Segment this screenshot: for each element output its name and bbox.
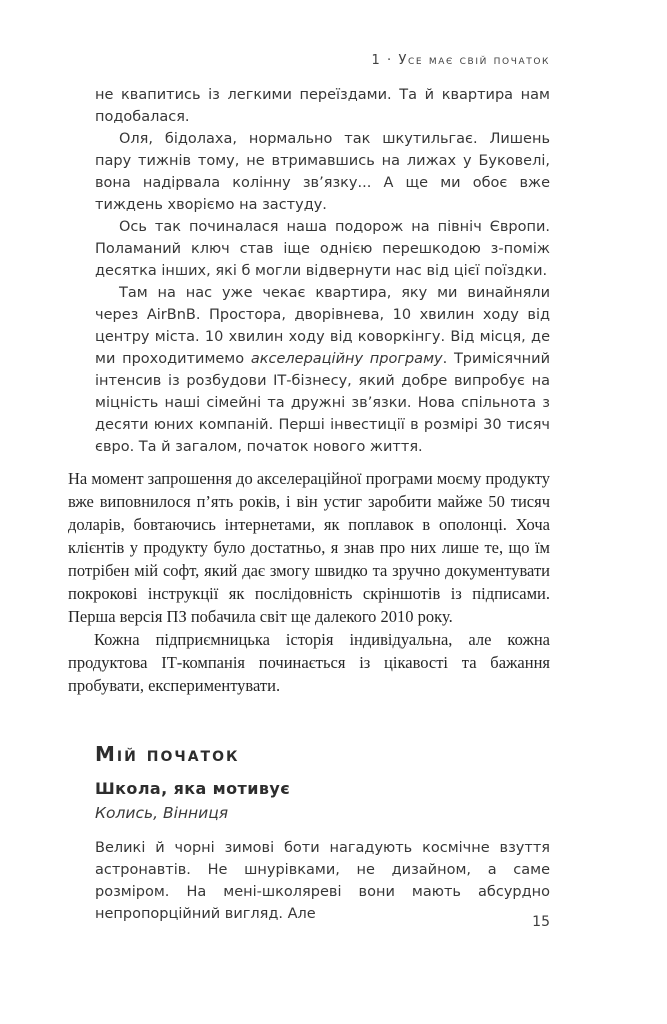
diary-paragraph — [95, 282, 550, 458]
narration-block — [68, 467, 550, 697]
page-number: 15 — [532, 914, 550, 930]
diary-paragraph: Оля, бідолаха, нормально так шкутильгає. Лишень пару тижнів тому, не втримавшись на лижах у Буковелі, вона надірвала колінну зв’язку... А ще ми обоє вже тиждень хворіємо на застуду. — [95, 131, 550, 213]
diary-paragraph: не квапитись із легкими переїздами. Та й квартира нам подобалася. — [95, 87, 550, 125]
body-paragraph: Великі й чорні зимові боти нагадують космічне взуття астронавтів. Не шнурівками, не дизайном, а саме розміром. На мені-школяреві вони мають абсурдно непропорційний вигляд. Але — [95, 840, 550, 922]
diary-paragraph: Ось так починалася наша подорож на північ Європи. Поламаний ключ став іще однією перешкодою з-поміж десятка інших, які б могли відвернути нас від цієї поїздки. — [95, 219, 550, 279]
section-subtitle: Школа, яка мотивує — [95, 779, 291, 798]
section-dateline: Колись, Вінниця — [95, 804, 229, 822]
running-header: 1 · Усе має свій початок — [371, 53, 550, 68]
diary-block — [95, 84, 550, 458]
emphasis-phrase: акселераційну програму — [250, 351, 443, 367]
diary-paragraph-text: Там на нас уже чекає квартира, яку ми винайняли через AirBnB. Простора, дворівнева, 10 хвилин ходу від центру міста. 10 хвилин ходу від коворкінгу. Від місця, де ми проходитимемо — [95, 285, 550, 367]
body-paragraph: Кожна підприємницька історія індивідуальна, але кожна продуктова ІТ-компанія починається із цікавості та бажання пробувати, експериментувати. — [68, 630, 550, 695]
section-title: Мій початок — [95, 742, 240, 766]
diary-paragraph-text: . Тримісячний інтенсив із розбудови ІТ-бізнесу, який добре випробує на міцність наші сімейні та дружні зв’язки. Нова спільнота з десяти юних компаній. Перші інвестиції в розмірі 30 тисяч євро. Та й загалом, початок нового життя. — [95, 351, 550, 455]
section-start — [95, 742, 550, 925]
body-paragraph: На момент запрошення до акселераційної програми моєму продукту вже виповнилося п’ять років, і він устиг заробити майже 50 тисяч доларів, бовтаючись інтернетами, як поплавок в ополонці. Хоча клієнтів у продукту було достатньо, я знав про них лише те, що їм потрібен мій софт, який дає змогу швидко та зручно документувати покрокові інструкції як послідовність скріншотів із підписами. Перша версія ПЗ побачила світ ще далекого 2010 року. — [68, 469, 550, 626]
